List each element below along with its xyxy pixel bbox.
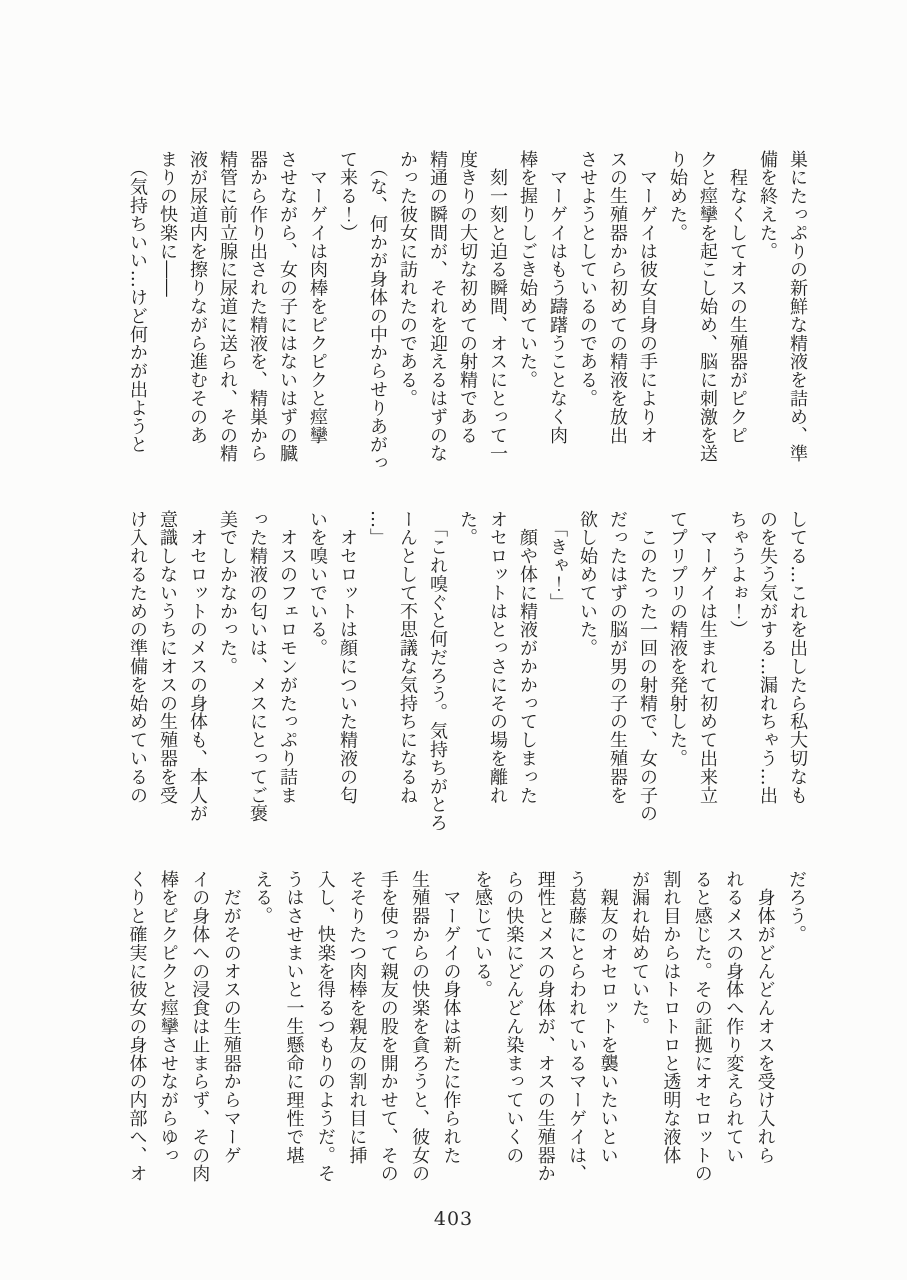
text-column: が漏れ始めていた。 bbox=[628, 870, 650, 1036]
text-column: このたった一回の射精で、女の子の bbox=[637, 510, 658, 823]
text-column: マーゲイは生まれて初めて出来立 bbox=[697, 510, 718, 805]
text-column: いを嗅いでいる。 bbox=[307, 510, 328, 658]
text-column: 巣にたっぷりの新鮮な精液を詰め、準 bbox=[787, 150, 808, 463]
text-column: だがそのオスの生殖器からマーゲ bbox=[220, 870, 242, 1165]
text-column: 身体がどんどんオスを受け入れら bbox=[754, 870, 776, 1165]
text-column: だったはずの脳が男の子の生殖器を bbox=[607, 510, 628, 805]
text-column: うはさせまいと一生懸命に理性で堪 bbox=[283, 870, 305, 1165]
text-band-middle bbox=[122, 510, 812, 846]
text-column: マーゲイの身体は新たに作られた bbox=[440, 870, 462, 1165]
text-column: た。 bbox=[457, 510, 478, 547]
text-column: くりと確実に彼女の身体の内部へ、オ bbox=[126, 870, 148, 1183]
text-column: 意識しないうちにオスの生殖器を受 bbox=[157, 510, 178, 805]
text-column: ると感じた。その証拠にオセロットの bbox=[691, 870, 713, 1183]
text-column: 棒をピクピクと痙攣させながらゆっ bbox=[157, 870, 179, 1165]
text-column: 親友のオセロットを襲いたいとい bbox=[597, 870, 619, 1165]
text-column: らの快楽にどんどん染まっていくの bbox=[503, 870, 525, 1165]
text-column: だろう。 bbox=[786, 870, 807, 944]
text-column: ーんとして不思議な気持ちになるね bbox=[397, 510, 418, 805]
text-column: を感じている。 bbox=[471, 870, 493, 999]
text-column: れるメスの身体へ作り変えられてい bbox=[723, 870, 745, 1165]
text-column: オセロットはとっさにその場を離れ bbox=[487, 510, 508, 805]
text-column: 液が尿道内を擦りながら進むそのあ bbox=[187, 150, 208, 445]
text-column: オセロットのメスの身体も、本人が bbox=[187, 510, 208, 823]
page-number: 403 bbox=[433, 1208, 474, 1230]
text-column: てプリプリの精液を発射した。 bbox=[667, 510, 688, 768]
text-column: け入れるための準備を始めているの bbox=[127, 510, 148, 805]
text-column: 精通の瞬間が、それを迎えるはずのな bbox=[427, 150, 448, 463]
text-column: マーゲイは彼女自身の手によりオ bbox=[637, 150, 658, 445]
text-column: のを失う気がする…漏れちゃう…出 bbox=[757, 510, 778, 805]
text-band-top bbox=[122, 150, 812, 486]
text-column: かった彼女に訪れたのである。 bbox=[397, 150, 418, 408]
text-column: させようとしているのである。 bbox=[577, 150, 598, 408]
text-column: 割れ目からはトロトロと透明な液体 bbox=[660, 870, 682, 1165]
text-column: った精液の匂いは、メスにとってご褒 bbox=[247, 510, 268, 823]
text-column: ちゃうよぉ！） bbox=[727, 510, 748, 639]
text-column: 器から作り出された精液を、精巣から bbox=[247, 150, 268, 463]
text-column: …」 bbox=[367, 510, 388, 547]
text-column: う葛藤にとらわれているマーゲイは、 bbox=[566, 870, 588, 1183]
text-column: 棒を握りしごき始めていた。 bbox=[517, 150, 538, 390]
text-column: える。 bbox=[252, 870, 274, 926]
text-column: オセロットは顔についた精液の匂 bbox=[337, 510, 358, 805]
text-column: マーゲイはもう躊躇うことなく肉 bbox=[547, 150, 568, 445]
text-column: まりの快楽に―― bbox=[157, 150, 178, 298]
text-column: 生殖器からの快楽を貪ろうと、彼女の bbox=[409, 870, 431, 1183]
text-column: て来る！） bbox=[337, 150, 358, 242]
text-column: イの身体への浸食は止まらず、その肉 bbox=[189, 870, 211, 1183]
text-column: マーゲイは肉棒をピクピクと痙攣 bbox=[307, 150, 328, 445]
text-column: 程なくしてオスの生殖器がピクピ bbox=[727, 150, 748, 445]
text-column: 美でしかなかった。 bbox=[217, 510, 238, 676]
text-column: 入し、快楽を得るつもりのようだ。そ bbox=[314, 870, 336, 1183]
text-column: 精管に前立腺に尿道に送られ、その精 bbox=[217, 150, 238, 463]
text-column: 「これ嗅ぐと何だろう。気持ちがとろ bbox=[427, 510, 448, 833]
text-column: 欲し始めていた。 bbox=[577, 510, 598, 658]
text-column: 理性とメスの身体が、オスの生殖器か bbox=[534, 870, 556, 1183]
text-column: クと痙攣を起こし始め、脳に刺激を送 bbox=[697, 150, 718, 463]
text-column: （気持ちいい…けど何かが出ようと bbox=[127, 150, 148, 454]
text-column: 手を使って親友の股を開かせて、その bbox=[377, 870, 399, 1183]
text-column: （な、何かが身体の中からせりあがっ bbox=[367, 150, 388, 473]
text-column: させながら、女の子にはないはずの臓 bbox=[277, 150, 298, 463]
text-column: オスのフェロモンがたっぷり詰ま bbox=[277, 510, 298, 805]
text-column: スの生殖器から初めての精液を放出 bbox=[607, 150, 628, 445]
text-column: 刻一刻と迫る瞬間、オスにとって一 bbox=[487, 150, 508, 463]
text-column: 顔や体に精液がかかってしまった bbox=[517, 510, 538, 805]
text-column: そそりたつ肉棒を親友の割れ目に挿 bbox=[346, 870, 368, 1165]
text-column: してる…これを出したら私大切なも bbox=[787, 510, 808, 805]
text-column: 度きりの大切な初めての射精である bbox=[457, 150, 478, 445]
text-column: 備を終えた。 bbox=[757, 150, 778, 261]
text-column: 「きゃ！」 bbox=[547, 510, 568, 612]
text-column: り始めた。 bbox=[667, 150, 688, 242]
text-band-bottom bbox=[121, 870, 812, 1206]
